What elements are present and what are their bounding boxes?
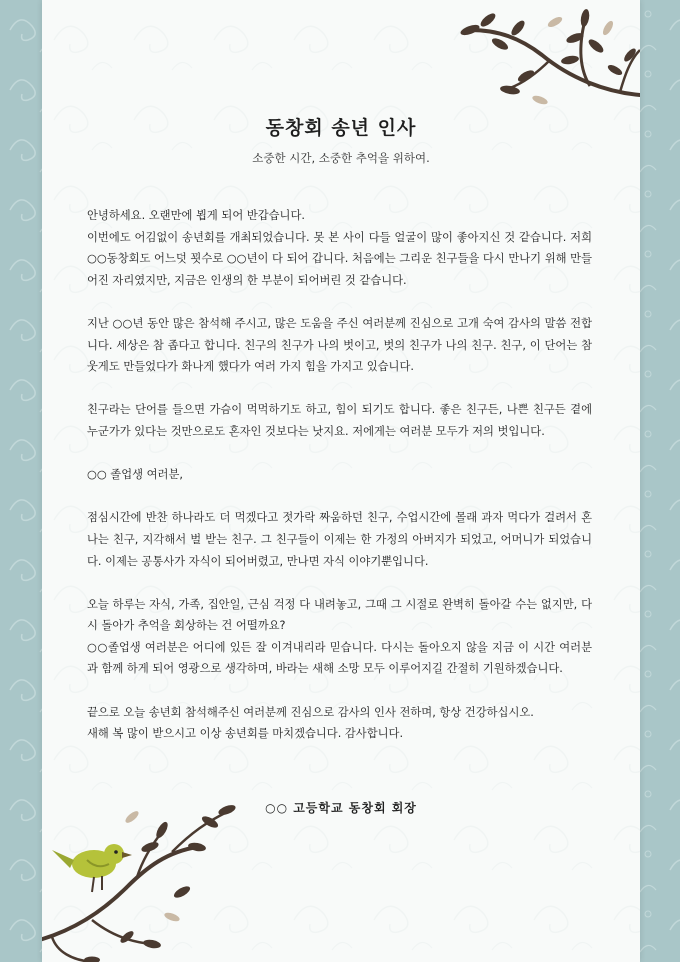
paragraph-line: 안녕하세요. 오랜만에 뵙게 되어 반갑습니다. — [87, 209, 305, 222]
paragraph — [87, 313, 592, 378]
tree-branch-top-right — [430, 0, 640, 130]
document-subtitle: 소중한 시간, 소중한 추억을 위하여. — [252, 151, 430, 165]
paragraph — [87, 399, 592, 442]
paragraph-line: 친구라는 단어를 들으면 가슴이 먹먹하기도 하고, 힘이 되기도 합니다. 좋은 친구든, 나쁜 친구든 곁에 누군가가 있다는 것만으로도 혼자인 것보다는 낫지요. 저에게는 여러분 모두가 저의 벗입니다. — [87, 403, 592, 438]
letter-paper — [42, 0, 640, 962]
document-title: 동창회 송년 인사 — [265, 117, 417, 139]
paragraph — [87, 507, 592, 572]
paragraph-line: ○○ 졸업생 여러분, — [87, 468, 183, 482]
paragraph — [87, 702, 592, 745]
paragraph-line: 끝으로 오늘 송년회 참석해주신 여러분께 진심으로 감사의 인사 전하며, 항상 건강하십시오. — [87, 705, 534, 719]
signature: ○○ 고등학교 동창회 회장 — [265, 801, 417, 815]
letter-body — [87, 205, 592, 766]
paragraph-line: 새해 복 많이 받으시고 이상 송년회를 마치겠습니다. 감사합니다. — [87, 727, 404, 741]
paragraph — [87, 594, 592, 680]
bird-icon — [52, 844, 132, 892]
paragraph-line: 점심시간에 반찬 하나라도 더 먹겠다고 젓가락 짜움하던 친구, 수업시간에 몰래 과자 먹다가 걸려서 혼나는 친구, 지각해서 벌 받는 친구. 그 친구들이 이제는 한 가정의 아버지가 되었고, 어머니가 되었습니다. 이제는 공통사가 자식이 되어버렸고, 만나면 자식 이야기뿐입니다. — [87, 511, 592, 568]
paragraph-line: 오늘 하루는 자식, 가족, 집안일, 근심 걱정 다 내려놓고, 그때 그 시절로 완벽히 돌아갈 수는 없지만, 다시 돌아가 추억을 회상하는 건 어떨까요? — [87, 597, 592, 633]
paragraph — [87, 205, 592, 291]
tree-branch-bottom-left — [42, 792, 252, 962]
paragraph-line: ○○졸업생 여러분은 어디에 있든 잘 이겨내리라 믿습니다. 다시는 돌아오지 않을 지금 이 시간 여러분과 함께 하게 되어 영광으로 생각하며, 바라는 새해 소망 모두 이루어지길 간절히 기원하겠습니다. — [87, 640, 592, 676]
paragraph — [87, 464, 592, 486]
paragraph-line: 지난 ○○년 동안 많은 참석해 주시고, 많은 도움을 주신 여러분께 진심으로 고개 숙여 감사의 말씀 전합니다. 세상은 참 좁다고 합니다. 친구의 친구가 나의 벗이고, 벗의 친구가 나의 친구. 친구, 이 단어는 참 웃게도 만들었다가 화나게 했다가 여러 가지 힘을 가지고 있습니다. — [87, 316, 592, 374]
paragraph-line: 이번에도 어김없이 송년회를 개최되었습니다. 못 본 사이 다들 얼굴이 많이 좋아지신 것 같습니다. 저희 ○○동창회도 어느덧 꾓수로 ○○년이 다 되어 갑니다. 처음에는 그리운 친구들을 다시 만나기 위해 만들어진 자리였지만, 지금은 인생의 한 부분이 되어버린 것 같습니다. — [87, 230, 592, 287]
